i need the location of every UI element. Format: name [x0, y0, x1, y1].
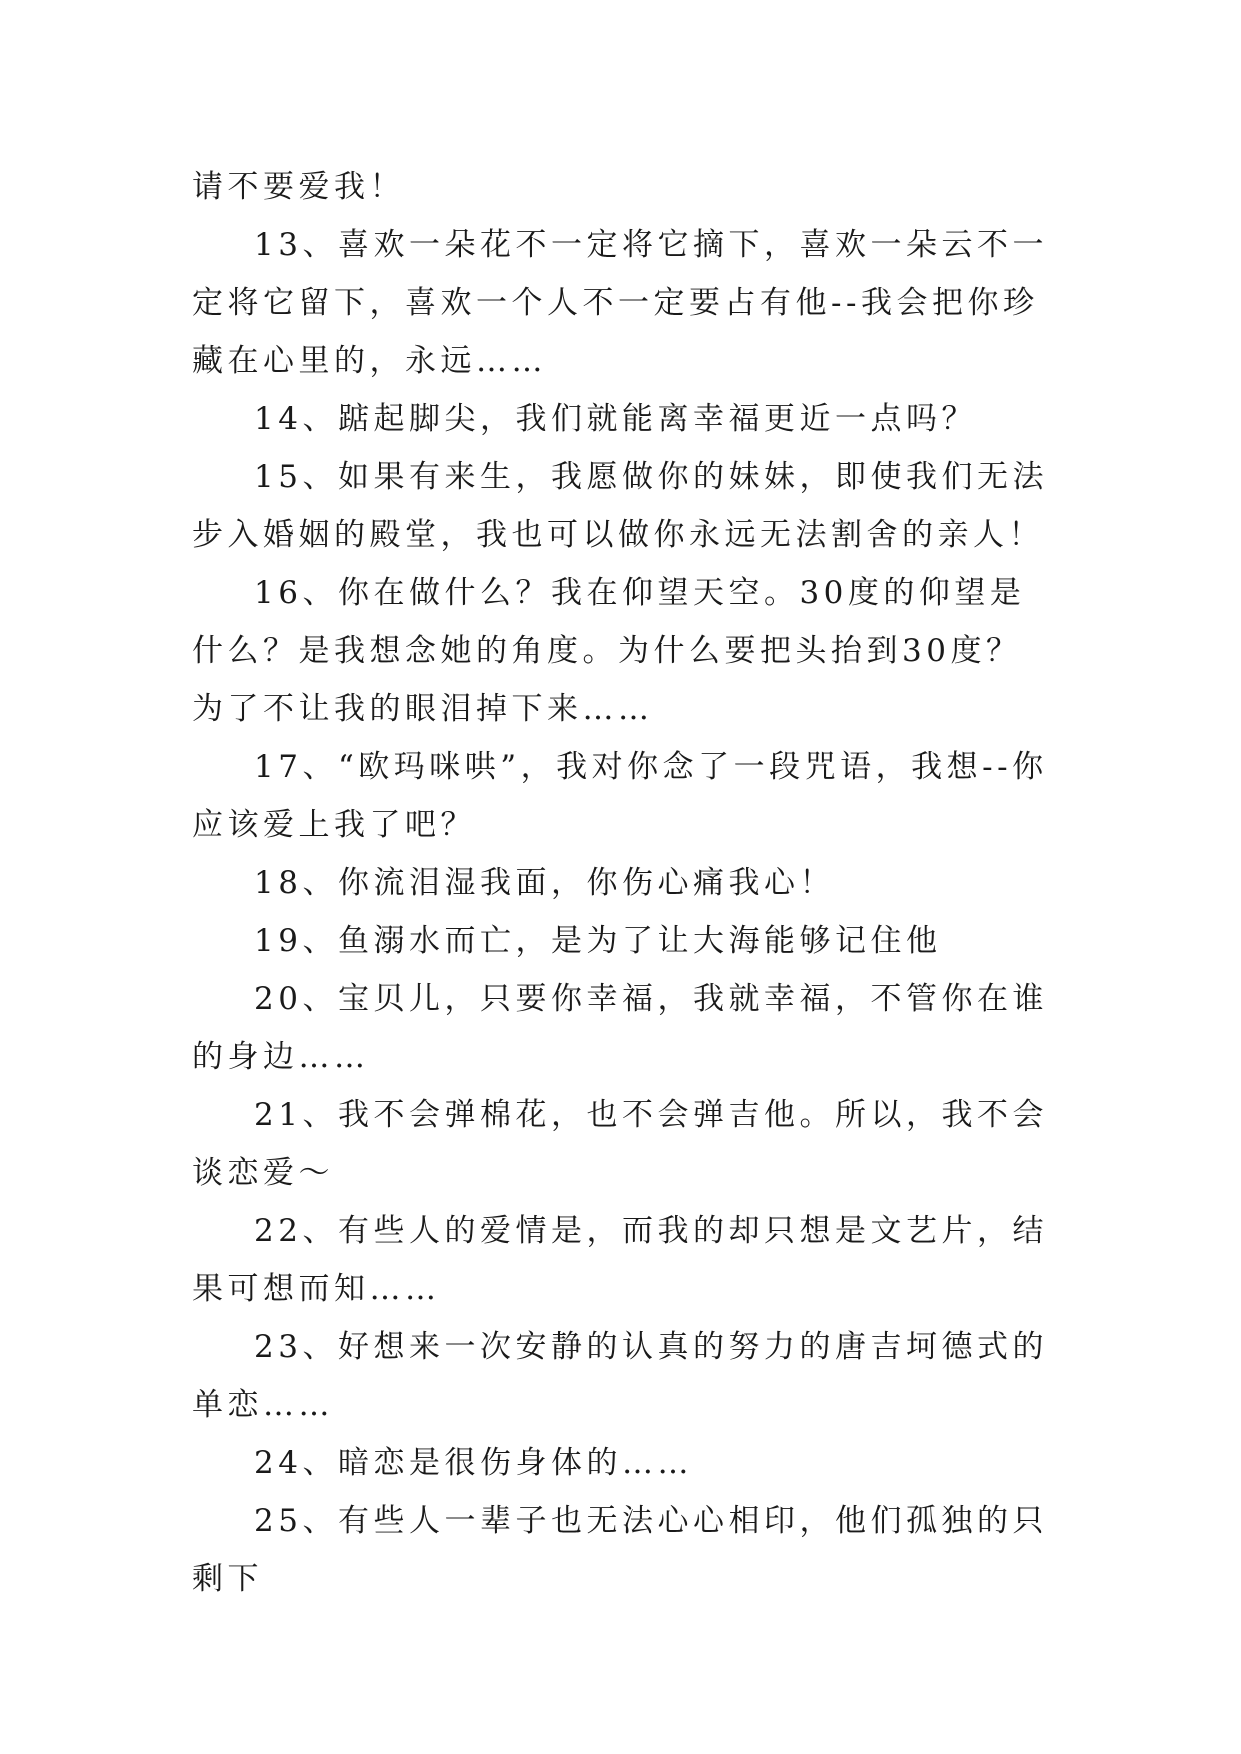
paragraph-18: 18、你流泪湿我面，你伤心痛我心！ — [254, 865, 835, 901]
paragraph-16: 16、你在做什么？我在仰望天空。30度的仰望是什么？是我想念她的角度。为什么要把头抬到30度？为了不让我的眼泪掉下来…… — [192, 575, 1026, 727]
paragraph-25: 25、有些人一辈子也无法心心相印，他们孤独的只剩下 — [192, 1503, 1048, 1597]
paragraph-19: 19、鱼溺水而亡，是为了让大海能够记住他 — [254, 923, 942, 959]
paragraph-22: 22、有些人的爱情是，而我的却只想是文艺片，结果可想而知…… — [192, 1213, 1048, 1307]
paragraph-13: 13、喜欢一朵花不一定将它摘下，喜欢一朵云不一定将它留下，喜欢一个人不一定要占有他--我会把你珍藏在心里的，永远…… — [192, 227, 1048, 379]
paragraph-15: 15、如果有来生，我愿做你的妹妹，即使我们无法步入婚姻的殿堂，我也可以做你永远无法割舍的亲人！ — [192, 459, 1048, 553]
paragraph-17: 17、“欧玛咪哄”，我对你念了一段咒语，我想--你应该爱上我了吧？ — [192, 749, 1048, 843]
paragraph-1: 请不要爱我！ — [192, 169, 405, 205]
paragraph-20: 20、宝贝儿，只要你幸福，我就幸福，不管你在谁的身边…… — [192, 981, 1048, 1075]
paragraph-14: 14、踮起脚尖，我们就能离幸福更近一点吗？ — [254, 401, 977, 437]
document-body — [192, 158, 1052, 1608]
paragraph-24: 24、暗恋是很伤身体的…… — [254, 1445, 693, 1481]
paragraph-21: 21、我不会弹棉花，也不会弹吉他。所以，我不会谈恋爱～ — [192, 1097, 1048, 1191]
paragraph-23: 23、好想来一次安静的认真的努力的唐吉坷德式的单恋…… — [192, 1329, 1048, 1423]
